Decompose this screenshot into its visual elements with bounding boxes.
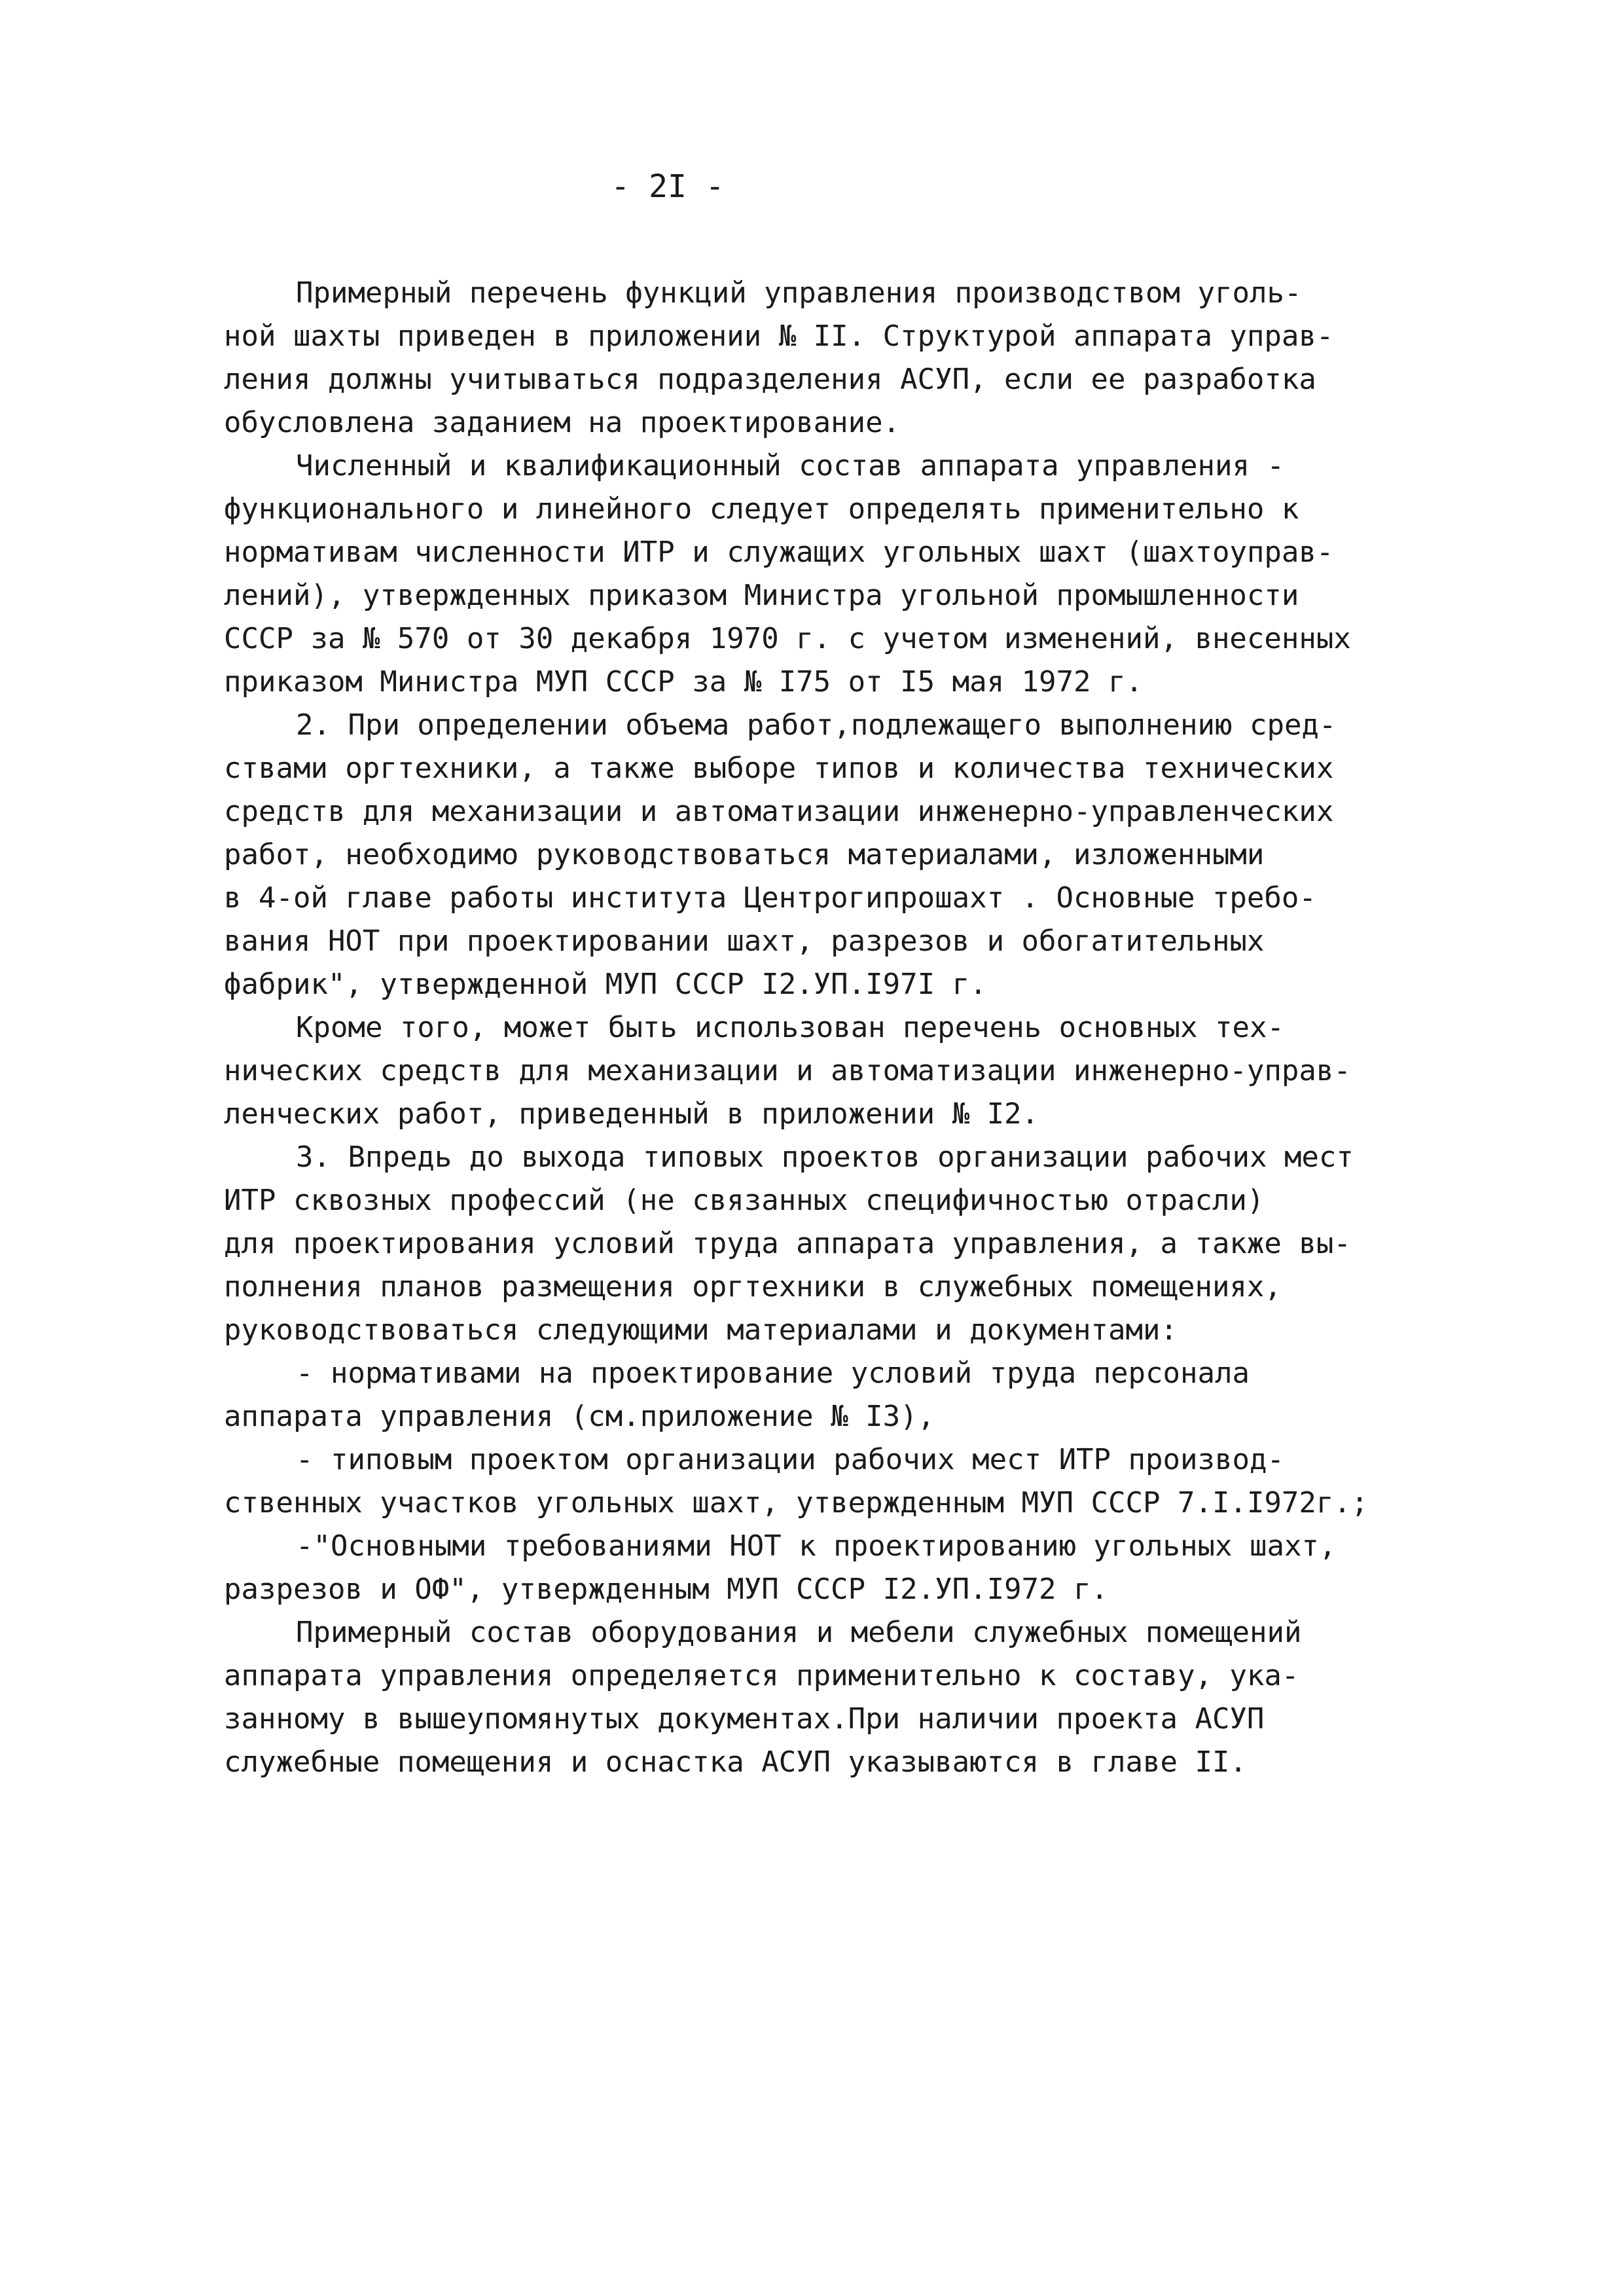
- text-line: ИТР сквозных профессий (не связанных специфичностью отрасли): [224, 1184, 1265, 1217]
- text-line: полнения планов размещения оргтехники в служебных помещениях,: [224, 1270, 1282, 1303]
- text-line: разрезов и ОФ", утвержденным МУП СССР I2.УП.I972 г.: [224, 1573, 1109, 1606]
- text-line: ной шахты приведен в приложении № II. Структурой аппарата управ-: [224, 319, 1334, 353]
- text-line: ствами оргтехники, а также выборе типов и количества технических: [224, 752, 1334, 785]
- text-line: обусловлена заданием на проектирование.: [224, 406, 901, 439]
- text-line: аппарата управления (см.приложение № I3),: [224, 1400, 935, 1433]
- text-line: нических средств для механизации и автоматизации инженерно-управ-: [224, 1054, 1351, 1087]
- text-line: Примерный перечень функций управления производством уголь-: [296, 276, 1302, 310]
- text-line: средств для механизации и автоматизации инженерно-управленческих: [224, 795, 1334, 828]
- text-line: руководствоваться следующими материалами и документами:: [224, 1313, 1178, 1347]
- text-line: в 4-ой главе работы института Центрогипрошахт . Основные требо-: [224, 881, 1316, 915]
- page-number: - 2I -: [611, 168, 725, 205]
- text-line: Численный и квалификационный состав аппарата управления -: [296, 449, 1284, 483]
- text-line: 3. Впредь до выхода типовых проектов организации рабочих мест: [296, 1140, 1354, 1174]
- text-line: - нормативами на проектирование условий труда персонала: [296, 1357, 1250, 1390]
- text-line: занному в вышеупомянутых документах.При наличии проекта АСУП: [224, 1702, 1265, 1736]
- text-line: функционального и линейного следует определять применительно к: [224, 492, 1299, 526]
- text-line: ления должны учитываться подразделения АСУП, если ее разработка: [224, 363, 1316, 396]
- text-line: - типовым проектом организации рабочих мест ИТР производ-: [296, 1443, 1284, 1476]
- text-line: служебные помещения и оснастка АСУП указываются в главе II.: [224, 1745, 1247, 1779]
- text-line: -"Основными требованиями НОТ к проектированию угольных шахт,: [296, 1529, 1337, 1563]
- text-line: работ, необходимо руководствоваться материалами, изложенными: [224, 838, 1265, 871]
- text-line: для проектирования условий труда аппарата управления, а также вы-: [224, 1227, 1351, 1260]
- text-line: Кроме того, может быть использован перечень основных тех-: [296, 1011, 1284, 1044]
- text-line: ственных участков угольных шахт, утвержденным МУП СССР 7.I.I972г.;: [224, 1486, 1369, 1520]
- text-line: СССР за № 570 от 30 декабря 1970 г. с учетом изменений, внесенных: [224, 622, 1351, 655]
- text-line: Примерный состав оборудования и мебели служебных помещений: [296, 1616, 1302, 1649]
- text-line: аппарата управления определяется применительно к составу, ука-: [224, 1659, 1299, 1692]
- text-line: нормативам численности ИТР и служащих угольных шахт (шахтоуправ-: [224, 536, 1334, 569]
- text-line: фабрик", утвержденной МУП СССР I2.УП.I97I г.: [224, 968, 987, 1001]
- text-line: лений), утвержденных приказом Министра угольной промышленности: [224, 579, 1299, 612]
- text-line: 2. При определении объема работ,подлежащего выполнению сред-: [296, 708, 1337, 742]
- text-line: ленческих работ, приведенный в приложении № I2.: [224, 1097, 1039, 1131]
- text-line: вания НОТ при проектировании шахт, разрезов и обогатительных: [224, 924, 1265, 958]
- text-line: приказом Министра МУП СССР за № I75 от I5 мая 1972 г.: [224, 665, 1143, 699]
